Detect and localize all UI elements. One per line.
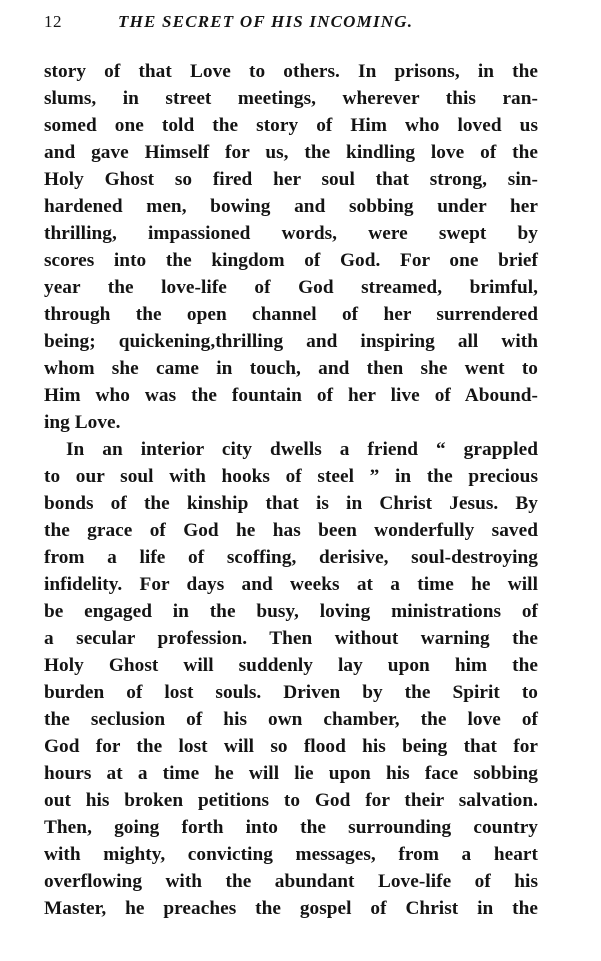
text-line: through the open channel of her surrendered: [44, 304, 538, 325]
page-number: 12: [44, 12, 62, 31]
text-line: out his broken petitions to God for their salvation.: [44, 790, 538, 811]
text-line: infidelity. For days and weeks at a time he will: [44, 574, 538, 595]
text-line: slums, in street meetings, wherever this ran-: [44, 88, 538, 109]
text-line: being; quickening,thrilling and inspiring all with: [44, 331, 538, 352]
text-line: ing Love.: [44, 412, 121, 433]
paragraph: [44, 436, 538, 922]
running-title: THE SECRET OF HIS INCOMING.: [118, 12, 414, 31]
text-line: the seclusion of his own chamber, the love of: [44, 709, 538, 730]
paragraph: [44, 58, 538, 436]
running-head: [44, 10, 544, 36]
text-line: overflowing with the abundant Love-life of his: [44, 871, 538, 892]
text-line: hardened men, bowing and sobbing under her: [44, 196, 538, 217]
text-line: scores into the kingdom of God. For one brief: [44, 250, 538, 271]
text-line: somed one told the story of Him who loved us: [44, 115, 538, 136]
text-line: God for the lost will so flood his being that for: [44, 736, 538, 757]
text-line: Him who was the fountain of her live of Abound-: [44, 385, 538, 406]
text-line: whom she came in touch, and then she went to: [44, 358, 538, 379]
body-text: [44, 58, 538, 922]
text-line: to our soul with hooks of steel ” in the precious: [44, 466, 538, 487]
text-line: hours at a time he will lie upon his face sobbing: [44, 763, 538, 784]
text-line: In an interior city dwells a friend “ grappled: [66, 439, 538, 460]
text-line: Holy Ghost so fired her soul that strong, sin-: [44, 169, 538, 190]
text-line: from a life of scoffing, derisive, soul-destroying: [44, 547, 538, 568]
text-line: Then, going forth into the surrounding country: [44, 817, 538, 838]
text-line: and gave Himself for us, the kindling love of the: [44, 142, 538, 163]
text-line: Master, he preaches the gospel of Christ in the: [44, 898, 538, 919]
text-line: the grace of God he has been wonderfully saved: [44, 520, 538, 541]
text-line: be engaged in the busy, loving ministrations of: [44, 601, 538, 622]
text-line: a secular profession. Then without warning the: [44, 628, 538, 649]
text-line: story of that Love to others. In prisons, in the: [44, 61, 538, 82]
text-line: burden of lost souls. Driven by the Spirit to: [44, 682, 538, 703]
text-line: thrilling, impassioned words, were swept by: [44, 223, 538, 244]
text-line: with mighty, convicting messages, from a heart: [44, 844, 538, 865]
text-line: bonds of the kinship that is in Christ Jesus. By: [44, 493, 538, 514]
text-line: year the love-life of God streamed, brimful,: [44, 277, 538, 298]
text-line: Holy Ghost will suddenly lay upon him the: [44, 655, 538, 676]
